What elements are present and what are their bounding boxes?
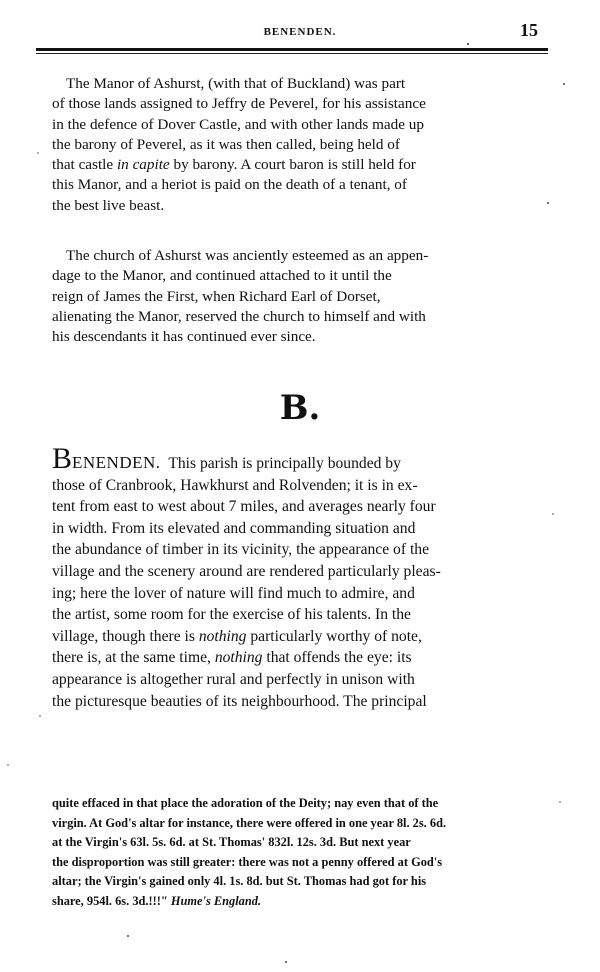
text-line: the barony of Peverel, as it was then called, being held of xyxy=(52,135,400,153)
text-span: there is, at the same time, xyxy=(52,649,215,667)
header-rule-thin xyxy=(36,53,548,54)
text-line: reign of James the First, when Richard Earl of Dorset, xyxy=(52,287,381,305)
text-span: that offends the eye: its xyxy=(262,649,412,667)
footnote-line: altar; the Virgin's gained only 4l. 1s. 8d. but St. Thomas had got for his xyxy=(52,874,427,889)
text-line xyxy=(52,647,544,669)
footnote-line: the disproportion was still greater: there was not a penny offered at God's xyxy=(52,854,443,869)
text-span: by barony. A court baron is still held for xyxy=(169,156,416,174)
text-span: village, though there is xyxy=(52,627,199,645)
italic-phrase: nothing xyxy=(214,649,263,667)
page-number: 15 xyxy=(520,20,538,40)
text-line xyxy=(52,626,544,648)
paragraph-manor-of-ashurst xyxy=(52,74,542,216)
text-line: the artist, some room for the exercise of his talents. In the xyxy=(52,606,411,624)
italic-phrase: nothing xyxy=(198,627,247,645)
paragraph-church-of-ashurst xyxy=(52,246,542,347)
text-line: alienating the Manor, reserved the church to himself and with xyxy=(52,307,426,325)
text-line: dage to the Manor, and continued attached to it until the xyxy=(52,267,392,285)
text-line: appearance is altogether rural and perfectly in unison with xyxy=(52,670,415,688)
text-line: this Manor, and a heriot is paid on the death of a tenant, of xyxy=(52,176,407,194)
italic-citation: Hume's England. xyxy=(170,893,262,908)
footnote-line xyxy=(52,892,546,912)
section-heading-letter: B. xyxy=(279,388,321,428)
running-head xyxy=(0,22,600,42)
text-line xyxy=(52,155,542,175)
text-line: village and the scenery around are rendered particularly pleas- xyxy=(52,562,441,580)
text-line: of those lands assigned to Jeffry de Peverel, for his assistance xyxy=(52,95,426,113)
footnote xyxy=(52,794,546,912)
text-line: in the defence of Dover Castle, and with other lands made up xyxy=(52,115,424,133)
text-line: The Manor of Ashurst, (with that of Buckland) was part xyxy=(66,75,406,92)
text-line: those of Cranbrook, Hawkhurst and Rolvenden; it is in ex- xyxy=(52,476,418,494)
paragraph-benenden xyxy=(52,442,544,712)
text-line: the abundance of timber in its vicinity, the appearance of the xyxy=(52,541,429,559)
place-name-caps: ENENDEN. xyxy=(72,453,161,472)
italic-phrase: in capite xyxy=(116,156,170,174)
drop-initial: B xyxy=(52,442,73,475)
footnote-line: quite effaced in that place the adoration of the Deity; nay even that of the xyxy=(52,796,439,810)
header-rule xyxy=(36,48,548,53)
text-line: the best live beast. xyxy=(52,196,165,214)
text-span: particularly worthy of note, xyxy=(246,627,422,645)
text-span: This parish is principally bounded by xyxy=(168,455,401,472)
text-line: tent from east to west about 7 miles, and averages nearly four xyxy=(52,498,436,516)
text-line: in width. From its elevated and commanding situation and xyxy=(52,519,416,537)
text-line: the picturesque beauties of its neighbourhood. The principal xyxy=(52,692,427,710)
header-rule-thick xyxy=(36,48,548,51)
text-span: that castle xyxy=(52,156,117,174)
footnote-line: at the Virgin's 63l. 5s. 6d. at St. Thomas' 832l. 12s. 3d. But next year xyxy=(52,835,411,850)
text-span: share, 954l. 6s. 3d.!!!" xyxy=(52,893,171,908)
text-line xyxy=(52,442,544,475)
text-line: The church of Ashurst was anciently esteemed as an appen- xyxy=(66,247,429,264)
running-head-title: BENENDEN. xyxy=(263,26,337,38)
text-line: his descendants it has continued ever since. xyxy=(52,328,316,346)
footnote-line: virgin. At God's altar for instance, there were offered in one year 8l. 2s. 6d. xyxy=(52,815,447,830)
text-line: ing; here the lover of nature will find much to admire, and xyxy=(52,584,415,602)
